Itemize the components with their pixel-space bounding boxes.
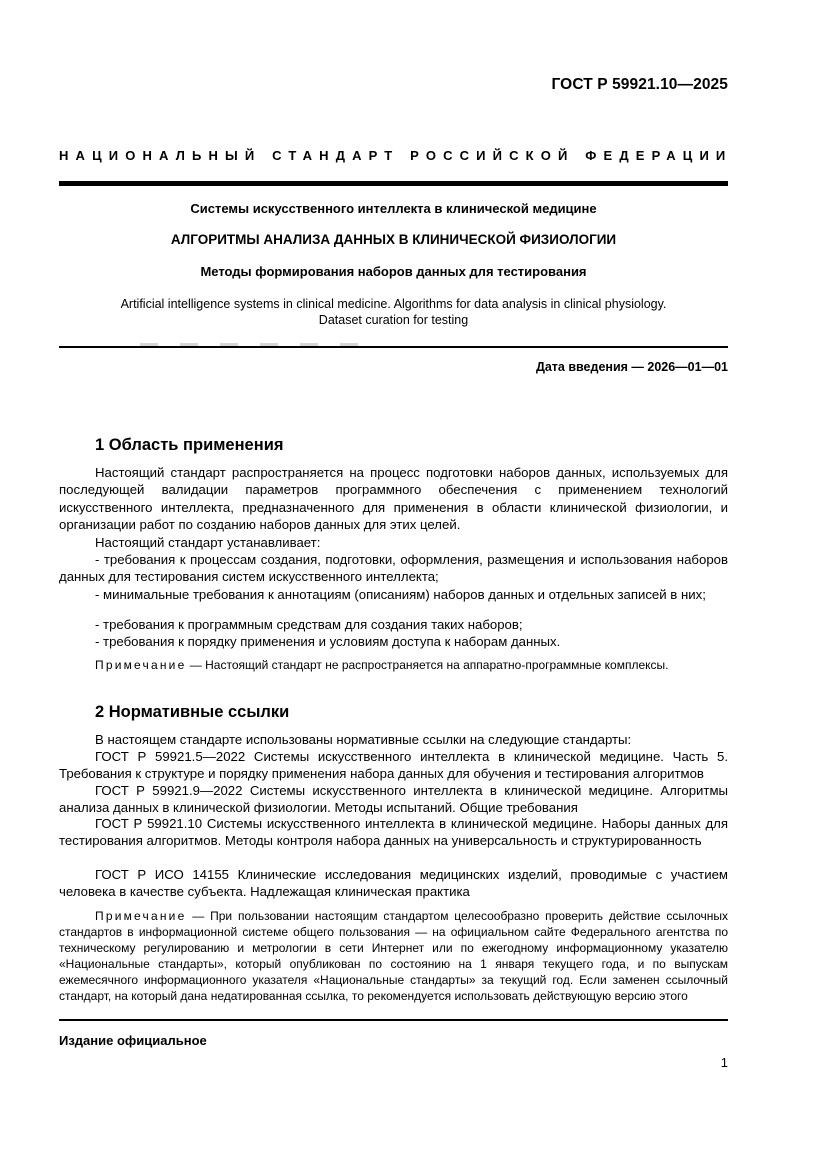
list-item: - требования к процессам создания, подготовки, оформления, размещения и использования наборов данных для тестирования систем искусственного интеллекта;: [59, 552, 728, 585]
list-item: - минимальные требования к аннотациям (описаниям) наборов данных и отдельных записей в них;: [95, 587, 706, 602]
reference-item: ГОСТ Р ИСО 14155 Клинические исследования медицинских изделий, проводимые с участием человека в качестве субъекта. Надлежащая клиническая практика: [59, 867, 728, 900]
title-system: Системы искусственного интеллекта в клинической медицине: [190, 201, 597, 216]
section-1-note: [59, 657, 728, 673]
note-text: — Настоящий стандарт не распространяется на аппаратно-программные комплексы.: [186, 658, 669, 672]
section-1-heading: 1 Область применения: [95, 436, 284, 454]
section-2-heading: 2 Нормативные ссылки: [95, 703, 290, 721]
section-2-intro: В настоящем стандарте использованы нормативные ссылки на следующие стандарты:: [95, 732, 632, 747]
title-english: [59, 296, 728, 328]
note-label: Примечание: [95, 909, 187, 923]
title-main: АЛГОРИТМЫ АНАЛИЗА ДАННЫХ В КЛИНИЧЕСКОЙ ФИЗИОЛОГИИ: [170, 232, 617, 247]
title-english-line1: Artificial intelligence systems in clinical medicine. Algorithms for data analysis in clinical physiology.: [120, 297, 667, 311]
reference-item: ГОСТ Р 59921.10 Системы искусственного интеллекта в клинической медицине. Наборы данных для тестирования алгоритмов. Методы контроля набора данных на универсальность и структурированность: [59, 816, 728, 849]
document-number: ГОСТ Р 59921.10—2025: [551, 76, 728, 93]
title-rule: [59, 346, 728, 348]
note-label: Примечание: [95, 658, 187, 672]
edition-label: Издание официальное: [59, 1033, 207, 1048]
footer-rule: [59, 1019, 728, 1021]
page-number: 1: [720, 1055, 728, 1070]
title-subtitle: Методы формирования наборов данных для тестирования: [200, 264, 587, 279]
list-item: - требования к порядку применения и условиям доступа к наборам данных.: [95, 634, 561, 649]
reference-item: ГОСТ Р 59921.9—2022 Системы искусственного интеллекта в клинической медицине. Алгоритмы анализа данных в клинической физиологии. Методы испытаний. Общие требования: [59, 783, 728, 816]
section-1-paragraph-2: Настоящий стандарт устанавливает:: [95, 535, 321, 550]
header-rule: [59, 181, 728, 186]
introduction-date: Дата введения — 2026—01—01: [535, 360, 728, 374]
reference-item: ГОСТ Р 59921.5—2022 Системы искусственного интеллекта в клинической медицине. Часть 5. Требования к структуре и порядку применения набора данных для обучения и тестирования алгоритмов: [59, 749, 728, 782]
national-standard-banner: НАЦИОНАЛЬНЫЙ СТАНДАРТ РОССИЙСКОЙ ФЕДЕРАЦИИ: [59, 148, 733, 163]
section-2-note: [59, 908, 728, 1004]
note-text: — При пользовании настоящим стандартом целесообразно проверить действие ссылочных стандартов в информационной системе общего пользования — на официальном сайте Федерального агентства по техническому регулированию и метрологии в сети Интернет или по ежегодному информационному указателю «Национальные стандарты», который опубликован по состоянию на 1 января текущего года, и по выпускам ежемесячного информационного указателя «Национальные стандарты» за текущий год. Если заменен ссылочный стандарт, на который дана недатированная ссылка, то рекомендуется использовать действующую версию этого: [59, 909, 728, 1003]
title-english-line2: Dataset curation for testing: [318, 313, 469, 327]
list-item: - требования к программным средствам для создания таких наборов;: [95, 617, 523, 632]
section-1-paragraph-1: Настоящий стандарт распространяется на процесс подготовки наборов данных, используемых для последующей валидации параметров программного обеспечения с применением технологий искусственного интеллекта, предназначенного для применения в области клинической физиологии, и организации работ по созданию наборов данных для этих целей.: [59, 465, 728, 533]
